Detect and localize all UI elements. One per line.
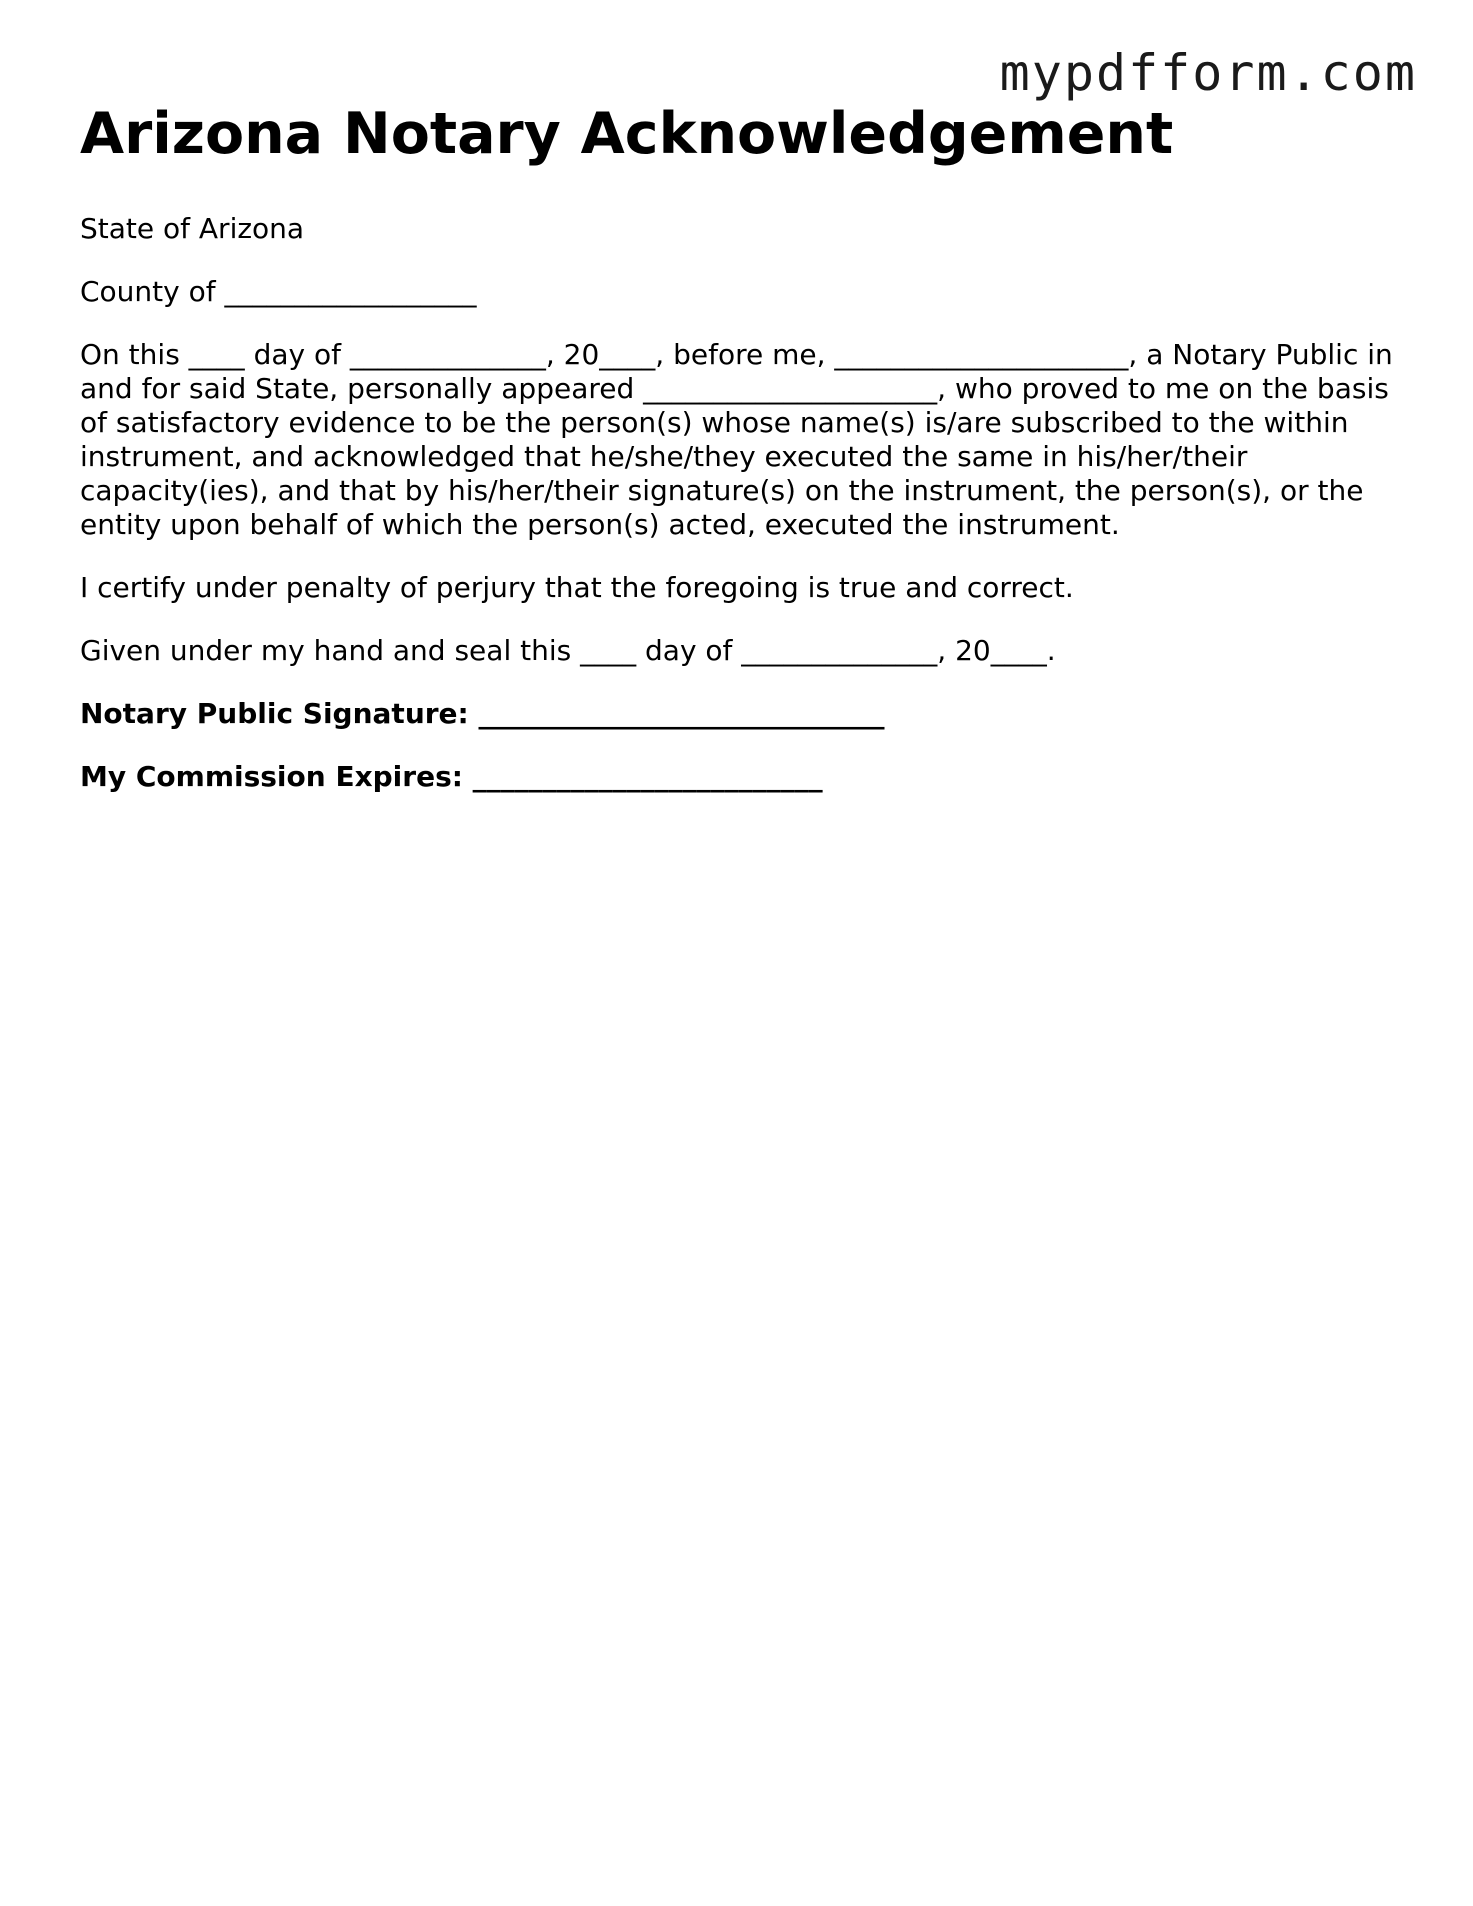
document-title: Arizona Notary Acknowledgement: [80, 101, 1174, 167]
watermark-text: mypdfform.com: [999, 44, 1417, 102]
county-line: County of __________________: [80, 275, 477, 308]
certify-line: I certify under penalty of perjury that the foregoing is true and correct.: [80, 571, 1074, 604]
state-line: State of Arizona: [80, 212, 305, 245]
given-line: Given under my hand and seal this ____ day of ______________, 20____.: [80, 634, 1056, 667]
document-body: [80, 212, 1400, 823]
commission-expires-line: My Commission Expires: _________________________: [80, 760, 823, 793]
acknowledgement-paragraph: On this ____ day of ______________, 20____, before me, _____________________, a Notary Public in and for said State, personally appeared _____________________, who proved to me on the basis of satisfactory evidence to be the person(s) whose name(s) is/are subscribed to the within instrument, and acknowledged that he/she/they executed the same in his/her/their capacity(ies), and that by his/her/their signature(s) on the instrument, the person(s), or the entity upon behalf of which the person(s) acted, executed the instrument.: [80, 338, 1393, 541]
notary-signature-line: Notary Public Signature: _____________________________: [80, 697, 885, 730]
